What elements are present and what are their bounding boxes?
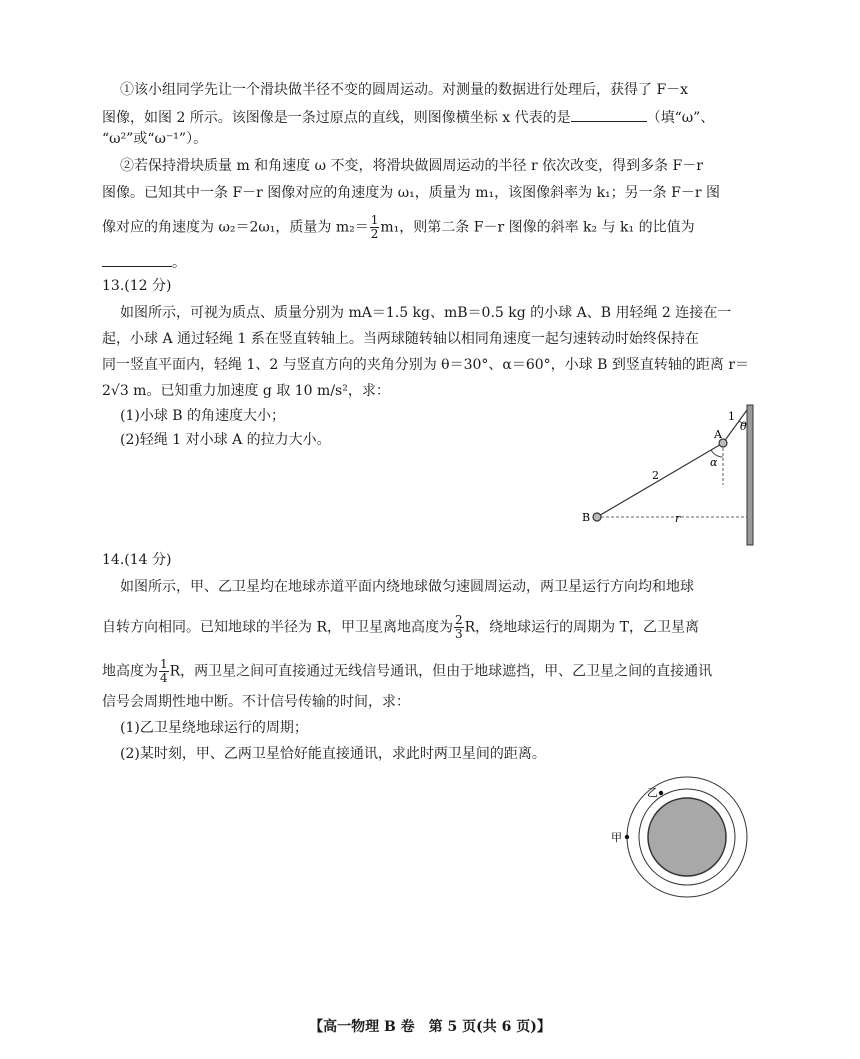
fraction-one-half	[370, 214, 380, 241]
label-A: A	[714, 428, 722, 441]
label-yi: 乙	[647, 786, 658, 799]
q13-sub1: (1)小球 B 的角速度大小；	[120, 408, 286, 424]
q12-p1-line2-end: （填“ω”、	[646, 110, 715, 126]
q12-p2-line3b: m₁，则第二条 F－r 图像的斜率 k₂ 与 k₁ 的比值为	[380, 219, 695, 236]
frac-num: 1	[160, 657, 168, 671]
q12-p2-line1: ②若保持滑块质量 m 和角速度 ω 不变，将滑块做圆周运动的半径 r 依次改变，得到多条 F－r	[120, 158, 703, 174]
q13-heading: 13.(12 分)	[102, 278, 172, 294]
satellite-jia	[625, 835, 629, 839]
q12-p1-line2-text: 图像，如图 2 所示。该图像是一条过原点的直线，则图像横坐标 x 代表的是	[102, 110, 571, 126]
q14-line3b: R，两卫星之间可直接通过无线信号通讯，但由于地球遮挡，甲、乙卫星之间的直接通讯	[169, 663, 713, 680]
q12-p2-line2: 图像。已知其中一条 F－r 图像对应的角速度为 ω₁，质量为 m₁，该图像斜率为 k₁；另一条 F－r 图	[102, 185, 720, 201]
frac-den: 2	[370, 227, 379, 241]
q14-sub2: (2)某时刻，甲、乙两卫星恰好能直接通讯，求此时两卫星间的距离。	[120, 746, 546, 762]
frac-den: 4	[160, 671, 168, 685]
q14-line2	[102, 614, 699, 641]
label-alpha: α	[710, 456, 718, 469]
rope-2	[597, 443, 723, 517]
label-jia: 甲	[611, 831, 622, 844]
q12-p1-line1: ①该小组同学先让一个滑块做半径不变的圆周运动。对测量的数据进行处理后，获得了 F－x	[120, 82, 689, 98]
q14-line3	[102, 658, 712, 685]
q13-figure	[570, 400, 770, 550]
q12-p2-line3	[102, 214, 695, 241]
fraction-one-quarter	[159, 658, 169, 685]
q12-p2-line4	[102, 252, 186, 273]
period: 。	[172, 255, 186, 271]
label-theta: θ	[740, 420, 747, 433]
answer-blank	[571, 107, 647, 122]
label-rope-2: 2	[652, 469, 659, 482]
frac-num: 2	[455, 613, 463, 627]
page-footer: 【高一物理 B 卷 第 5 页(共 6 页)】	[309, 1019, 551, 1035]
q13-line4: 2√3 m。已知重力加速度 g 取 10 m/s²，求：	[102, 383, 390, 399]
q12-p1-line3: “ω²”或“ω⁻¹”）。	[102, 131, 208, 147]
frac-num: 1	[370, 213, 379, 227]
q13-line1: 如图所示，可视为质点、质量分别为 mA＝1.5 kg、mB＝0.5 kg 的小球 A、B 用轻绳 2 连接在一	[120, 305, 732, 321]
fraction-two-thirds	[454, 614, 464, 641]
q12-p2-line3a: 像对应的角速度为 ω₂＝2ω₁，质量为 m₂＝	[102, 219, 369, 236]
answer-blank-ratio	[102, 252, 172, 267]
q14-heading: 14.(14 分)	[102, 552, 172, 568]
label-rope-1: 1	[728, 410, 735, 423]
vertical-shaft	[747, 405, 753, 545]
q13-line3: 同一竖直平面内，轻绳 1、2 与竖直方向的夹角分别为 θ＝30°、α＝60°，小球 B 到竖直转轴的距离 r＝	[102, 357, 750, 373]
q13-sub2: (2)轻绳 1 对小球 A 的拉力大小。	[120, 432, 331, 448]
q14-line2a: 自转方向相同。已知地球的半径为 R，甲卫星离地高度为	[102, 619, 453, 636]
q14-line3a: 地高度为	[102, 663, 158, 680]
frac-den: 3	[455, 627, 463, 641]
q12-p1-line2	[102, 107, 714, 128]
earth	[648, 798, 726, 876]
q14-sub1: (1)乙卫星绕地球运行的周期；	[120, 720, 308, 736]
ball-B	[593, 513, 601, 521]
q14-line4: 信号会周期性地中断。不计信号传输的时间，求：	[102, 694, 410, 710]
label-B: B	[582, 511, 591, 524]
label-r: r	[675, 512, 681, 525]
satellite-yi	[659, 791, 663, 795]
q13-line2: 起，小球 A 通过轻绳 1 系在竖直转轴上。当两球随转轴以相同角速度一起匀速转动时始终保持在	[102, 331, 699, 347]
q14-figure	[605, 775, 755, 915]
q14-line2b: R，绕地球运行的周期为 T，乙卫星离	[464, 619, 699, 636]
q14-line1: 如图所示，甲、乙卫星均在地球赤道平面内绕地球做匀速圆周运动，两卫星运行方向均和地球	[120, 579, 694, 595]
